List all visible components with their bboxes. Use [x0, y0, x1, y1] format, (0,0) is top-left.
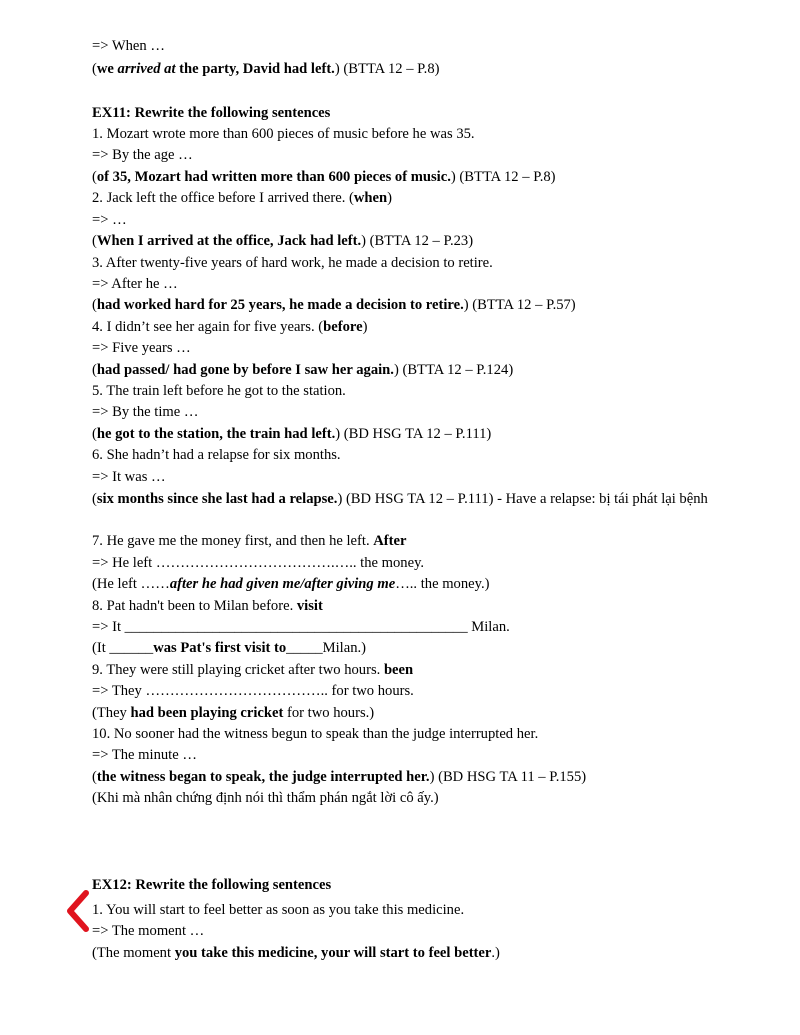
- answer-line: (It ______was Pat's first visit to_____Milan.): [92, 640, 367, 656]
- prompt-line: => It _______________________________________________ Milan.: [92, 619, 510, 635]
- answer-line: (He left ……after he had given me/after giving me….. the money.): [92, 576, 490, 592]
- answer-line: (had worked hard for 25 years, he made a decision to retire.) (BTTA 12 – P.57): [92, 297, 576, 313]
- answer-line: (When I arrived at the office, Jack had left.) (BTTA 12 – P.23): [92, 233, 474, 249]
- answer-line: (of 35, Mozart had written more than 600 pieces of music.) (BTTA 12 – P.8): [92, 169, 556, 185]
- ex12-question-1: 1. You will start to feel better as soon as you take this medicine.: [92, 902, 465, 918]
- question-4: 4. I didn’t see her again for five years. (before): [92, 319, 368, 335]
- question-1: 1. Mozart wrote more than 600 pieces of music before he was 35.: [92, 126, 475, 142]
- prompt-line: => He left ……………………………….….. the money.: [92, 555, 425, 571]
- question-3: 3. After twenty-five years of hard work, he made a decision to retire.: [92, 255, 493, 271]
- question-2: 2. Jack left the office before I arrived there. (when): [92, 190, 393, 206]
- prompt-line: => …: [92, 212, 127, 228]
- answer-line: (had passed/ had gone by before I saw her again.) (BTTA 12 – P.124): [92, 362, 514, 378]
- prompt-line: => By the age …: [92, 147, 193, 163]
- question-7: 7. He gave me the money first, and then he left. After: [92, 533, 407, 549]
- prompt-line: => The moment …: [92, 923, 205, 939]
- section-heading-ex12: EX12: Rewrite the following sentences: [92, 877, 332, 893]
- chevron-stroke: [70, 893, 86, 929]
- chevron-left-icon: [64, 890, 90, 932]
- answer-line: (six months since she last had a relapse.) (BD HSG TA 12 – P.111) - Have a relapse: bị tái phát lại bệnh: [92, 491, 708, 507]
- section-heading-ex11: EX11: Rewrite the following sentences: [92, 105, 331, 121]
- prompt-line: => Five years …: [92, 340, 191, 356]
- prompt-line: => They ……………………………….. for two hours.: [92, 683, 414, 699]
- prompt-line: => The minute …: [92, 747, 197, 763]
- question-10: 10. No sooner had the witness begun to speak than the judge interrupted her.: [92, 726, 539, 742]
- prompt-line: => After he …: [92, 276, 178, 292]
- answer-line: (the witness began to speak, the judge interrupted her.) (BD HSG TA 11 – P.155): [92, 769, 587, 785]
- answer-line: (They had been playing cricket for two hours.): [92, 705, 375, 721]
- translation-line: (Khi mà nhân chứng định nói thì thẩm phán ngắt lời cô ấy.): [92, 790, 439, 806]
- prompt-line: => It was …: [92, 469, 166, 485]
- question-8: 8. Pat hadn't been to Milan before. visit: [92, 598, 323, 614]
- answer-line: (he got to the station, the train had left.) (BD HSG TA 12 – P.111): [92, 426, 492, 442]
- question-6: 6. She hadn’t had a relapse for six months.: [92, 447, 341, 463]
- question-5: 5. The train left before he got to the station.: [92, 383, 346, 399]
- prompt-line: => By the time …: [92, 404, 199, 420]
- answer-line: (we arrived at the party, David had left.) (BTTA 12 – P.8): [92, 61, 440, 77]
- prompt-line: => When …: [92, 38, 165, 54]
- question-9: 9. They were still playing cricket after two hours. been: [92, 662, 414, 678]
- answer-line: (The moment you take this medicine, your will start to feel better.): [92, 945, 500, 961]
